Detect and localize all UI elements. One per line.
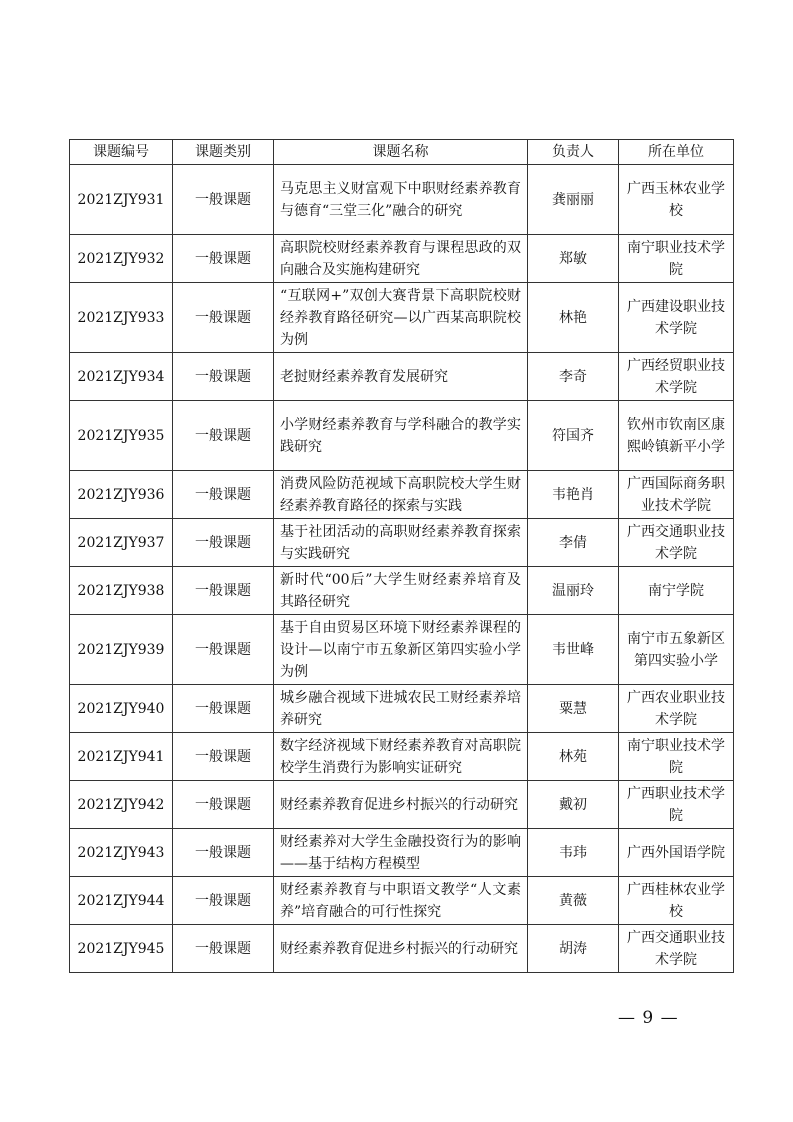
project-title: 城乡融合视域下进城农民工财经素养培养研究: [274, 685, 528, 733]
project-lead: 林苑: [528, 733, 619, 781]
project-title: 高职院校财经素养教育与课程思政的双向融合及实施构建研究: [274, 235, 528, 283]
header-lead: 负责人: [528, 140, 619, 165]
project-unit: 南宁职业技术学院: [619, 733, 734, 781]
table-header-row: [70, 140, 734, 165]
project-category: 一般课题: [173, 567, 274, 615]
table-row: [70, 519, 734, 567]
project-unit: 广西交通职业技术学院: [619, 925, 734, 973]
project-title: 新时代“00后”大学生财经素养培育及其路径研究: [274, 567, 528, 615]
project-category: 一般课题: [173, 471, 274, 519]
project-id: 2021ZJY941: [70, 733, 173, 781]
project-category: 一般课题: [173, 615, 274, 685]
project-category: 一般课题: [173, 925, 274, 973]
table-row: [70, 471, 734, 519]
project-lead: 李奇: [528, 353, 619, 401]
table-row: [70, 283, 734, 353]
project-category: 一般课题: [173, 829, 274, 877]
project-id: 2021ZJY939: [70, 615, 173, 685]
project-lead: 粟慧: [528, 685, 619, 733]
project-title: 财经素养对大学生金融投资行为的影响——基于结构方程模型: [274, 829, 528, 877]
project-unit: 南宁学院: [619, 567, 734, 615]
project-category: 一般课题: [173, 353, 274, 401]
page-number: — 9 —: [618, 1008, 679, 1028]
project-title: 基于社团活动的高职财经素养教育探索与实践研究: [274, 519, 528, 567]
project-title: “互联网+”双创大赛背景下高职院校财经养教育路径研究—以广西某高职院校为例: [274, 283, 528, 353]
project-title: 老挝财经素养教育发展研究: [274, 353, 528, 401]
project-id: 2021ZJY933: [70, 283, 173, 353]
header-unit: 所在单位: [619, 140, 734, 165]
project-category: 一般课题: [173, 519, 274, 567]
project-lead: 龚丽丽: [528, 165, 619, 235]
project-id: 2021ZJY945: [70, 925, 173, 973]
project-category: 一般课题: [173, 733, 274, 781]
project-id: 2021ZJY936: [70, 471, 173, 519]
project-id: 2021ZJY931: [70, 165, 173, 235]
header-category: 课题类别: [173, 140, 274, 165]
project-unit: 钦州市钦南区康熙岭镇新平小学: [619, 401, 734, 471]
project-title: 财经素养教育促进乡村振兴的行动研究: [274, 781, 528, 829]
project-unit: 广西外国语学院: [619, 829, 734, 877]
project-title: 财经素养教育促进乡村振兴的行动研究: [274, 925, 528, 973]
project-category: 一般课题: [173, 283, 274, 353]
project-unit: 南宁市五象新区第四实验小学: [619, 615, 734, 685]
project-unit: 广西玉林农业学校: [619, 165, 734, 235]
project-lead: 胡涛: [528, 925, 619, 973]
table-row: [70, 733, 734, 781]
project-title: 小学财经素养教育与学科融合的教学实践研究: [274, 401, 528, 471]
project-lead: 郑敏: [528, 235, 619, 283]
project-title: 消费风险防范视域下高职院校大学生财经素养教育路径的探索与实践: [274, 471, 528, 519]
project-id: 2021ZJY943: [70, 829, 173, 877]
project-lead: 韦玮: [528, 829, 619, 877]
table-row: [70, 829, 734, 877]
project-lead: 韦艳肖: [528, 471, 619, 519]
project-unit: 广西经贸职业技术学院: [619, 353, 734, 401]
table-row: [70, 401, 734, 471]
project-lead: 李倩: [528, 519, 619, 567]
header-project-id: 课题编号: [70, 140, 173, 165]
project-id: 2021ZJY944: [70, 877, 173, 925]
project-lead: 黄薇: [528, 877, 619, 925]
project-unit: 广西农业职业技术学院: [619, 685, 734, 733]
header-title: 课题名称: [274, 140, 528, 165]
table-row: [70, 235, 734, 283]
project-id: 2021ZJY932: [70, 235, 173, 283]
table-row: [70, 877, 734, 925]
project-unit: 南宁职业技术学院: [619, 235, 734, 283]
project-title: 基于自由贸易区环境下财经素养课程的设计—以南宁市五象新区第四实验小学为例: [274, 615, 528, 685]
project-unit: 广西交通职业技术学院: [619, 519, 734, 567]
table-row: [70, 781, 734, 829]
project-unit: 广西国际商务职业技术学院: [619, 471, 734, 519]
project-lead: 韦世峰: [528, 615, 619, 685]
project-category: 一般课题: [173, 877, 274, 925]
project-unit: 广西桂林农业学校: [619, 877, 734, 925]
project-lead: 温丽玲: [528, 567, 619, 615]
table-row: [70, 925, 734, 973]
project-id: 2021ZJY940: [70, 685, 173, 733]
project-lead: 戴初: [528, 781, 619, 829]
project-category: 一般课题: [173, 781, 274, 829]
project-category: 一般课题: [173, 235, 274, 283]
project-title: 数字经济视域下财经素养教育对高职院校学生消费行为影响实证研究: [274, 733, 528, 781]
project-category: 一般课题: [173, 401, 274, 471]
table-row: [70, 165, 734, 235]
project-lead: 符国齐: [528, 401, 619, 471]
table-row: [70, 615, 734, 685]
project-id: 2021ZJY935: [70, 401, 173, 471]
project-id: 2021ZJY942: [70, 781, 173, 829]
project-title: 财经素养教育与中职语文教学“人文素养”培育融合的可行性探究: [274, 877, 528, 925]
project-id: 2021ZJY937: [70, 519, 173, 567]
project-unit: 广西建设职业技术学院: [619, 283, 734, 353]
table-row: [70, 685, 734, 733]
project-title: 马克思主义财富观下中职财经素养教育与德育“三堂三化”融合的研究: [274, 165, 528, 235]
table-row: [70, 353, 734, 401]
project-id: 2021ZJY934: [70, 353, 173, 401]
project-category: 一般课题: [173, 165, 274, 235]
table-row: [70, 567, 734, 615]
project-category: 一般课题: [173, 685, 274, 733]
project-lead: 林艳: [528, 283, 619, 353]
project-unit: 广西职业技术学院: [619, 781, 734, 829]
project-table: [69, 139, 734, 973]
project-id: 2021ZJY938: [70, 567, 173, 615]
